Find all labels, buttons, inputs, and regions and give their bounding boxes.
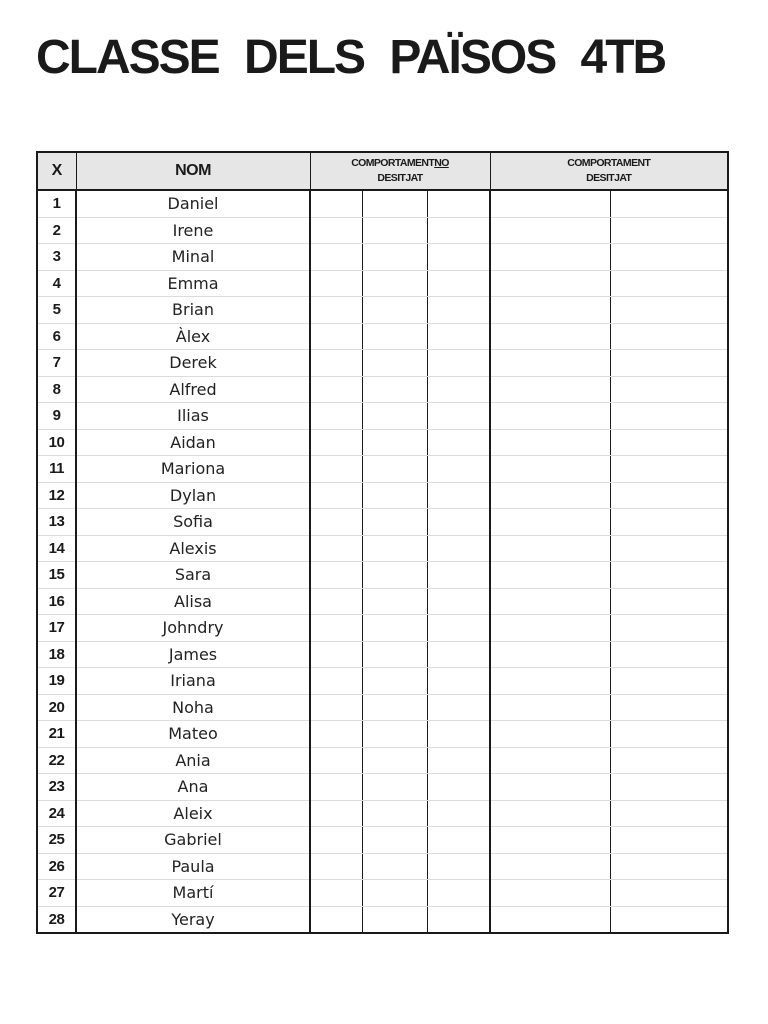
table-row [37, 562, 728, 589]
student-number: 15 [37, 562, 76, 589]
desired-mark-cell-1[interactable] [490, 588, 610, 615]
undesired-mark-cell-1[interactable] [310, 562, 362, 589]
student-number: 11 [37, 456, 76, 483]
behavior-table [36, 151, 729, 934]
desired-mark-cell-2[interactable] [610, 403, 728, 430]
undesired-mark-cell-2[interactable] [362, 694, 427, 721]
student-name: Johndry [76, 615, 310, 642]
undesired-mark-cell-2[interactable] [362, 827, 427, 854]
student-number: 4 [37, 270, 76, 297]
desired-mark-cell-1[interactable] [490, 350, 610, 377]
student-name: Aidan [76, 429, 310, 456]
desired-mark-cell-1[interactable] [490, 190, 610, 217]
desired-mark-cell-1[interactable] [490, 800, 610, 827]
table-row [37, 323, 728, 350]
student-number: 10 [37, 429, 76, 456]
student-number: 9 [37, 403, 76, 430]
undesired-mark-cell-1[interactable] [310, 800, 362, 827]
undesired-mark-cell-3[interactable] [427, 297, 490, 324]
undesired-mark-cell-1[interactable] [310, 906, 362, 933]
undesired-mark-cell-2[interactable] [362, 668, 427, 695]
undesired-mark-cell-1[interactable] [310, 827, 362, 854]
undesired-mark-cell-3[interactable] [427, 588, 490, 615]
desired-mark-cell-1[interactable] [490, 668, 610, 695]
page-title: CLASSE DELS PAÏSOS 4TB [36, 31, 666, 84]
student-number: 21 [37, 721, 76, 748]
student-name: Mateo [76, 721, 310, 748]
undesired-mark-cell-2[interactable] [362, 853, 427, 880]
undesired-mark-cell-2[interactable] [362, 906, 427, 933]
header-name: NOM [76, 152, 310, 190]
desired-mark-cell-1[interactable] [490, 747, 610, 774]
undesired-mark-cell-2[interactable] [362, 190, 427, 217]
student-number: 8 [37, 376, 76, 403]
desired-mark-cell-2[interactable] [610, 323, 728, 350]
undesired-mark-cell-2[interactable] [362, 588, 427, 615]
desired-mark-cell-2[interactable] [610, 482, 728, 509]
desired-mark-cell-2[interactable] [610, 270, 728, 297]
student-name: Alexis [76, 535, 310, 562]
undesired-mark-cell-3[interactable] [427, 853, 490, 880]
undesired-mark-cell-1[interactable] [310, 668, 362, 695]
student-name: Dylan [76, 482, 310, 509]
desired-mark-cell-2[interactable] [610, 456, 728, 483]
undesired-mark-cell-1[interactable] [310, 482, 362, 509]
undesired-mark-cell-1[interactable] [310, 323, 362, 350]
undesired-mark-cell-2[interactable] [362, 615, 427, 642]
undesired-mark-cell-1[interactable] [310, 403, 362, 430]
header-undesired-no: NO [434, 157, 449, 169]
desired-mark-cell-2[interactable] [610, 800, 728, 827]
table-row [37, 350, 728, 377]
table-row [37, 482, 728, 509]
student-number: 16 [37, 588, 76, 615]
undesired-mark-cell-3[interactable] [427, 694, 490, 721]
desired-mark-cell-2[interactable] [610, 721, 728, 748]
table-row [37, 535, 728, 562]
header-row [37, 152, 728, 190]
desired-mark-cell-2[interactable] [610, 774, 728, 801]
undesired-mark-cell-1[interactable] [310, 376, 362, 403]
undesired-mark-cell-1[interactable] [310, 456, 362, 483]
student-name: Minal [76, 244, 310, 271]
undesired-mark-cell-1[interactable] [310, 270, 362, 297]
table-row [37, 853, 728, 880]
desired-mark-cell-2[interactable] [610, 906, 728, 933]
undesired-mark-cell-2[interactable] [362, 721, 427, 748]
undesired-mark-cell-2[interactable] [362, 323, 427, 350]
undesired-mark-cell-3[interactable] [427, 668, 490, 695]
student-number: 26 [37, 853, 76, 880]
undesired-mark-cell-2[interactable] [362, 244, 427, 271]
undesired-mark-cell-2[interactable] [362, 641, 427, 668]
table-row [37, 880, 728, 907]
student-number: 27 [37, 880, 76, 907]
undesired-mark-cell-3[interactable] [427, 244, 490, 271]
desired-mark-cell-2[interactable] [610, 376, 728, 403]
undesired-mark-cell-1[interactable] [310, 615, 362, 642]
student-name: Martí [76, 880, 310, 907]
undesired-mark-cell-3[interactable] [427, 509, 490, 536]
desired-mark-cell-2[interactable] [610, 190, 728, 217]
undesired-mark-cell-1[interactable] [310, 509, 362, 536]
desired-mark-cell-1[interactable] [490, 456, 610, 483]
undesired-mark-cell-3[interactable] [427, 456, 490, 483]
undesired-mark-cell-1[interactable] [310, 429, 362, 456]
student-name: Ania [76, 747, 310, 774]
undesired-mark-cell-1[interactable] [310, 641, 362, 668]
desired-mark-cell-2[interactable] [610, 350, 728, 377]
desired-mark-cell-1[interactable] [490, 827, 610, 854]
undesired-mark-cell-3[interactable] [427, 906, 490, 933]
student-name: Iriana [76, 668, 310, 695]
desired-mark-cell-1[interactable] [490, 906, 610, 933]
student-number: 1 [37, 190, 76, 217]
desired-mark-cell-1[interactable] [490, 482, 610, 509]
desired-mark-cell-1[interactable] [490, 429, 610, 456]
desired-mark-cell-2[interactable] [610, 615, 728, 642]
undesired-mark-cell-3[interactable] [427, 535, 490, 562]
undesired-mark-cell-2[interactable] [362, 403, 427, 430]
student-name: Paula [76, 853, 310, 880]
undesired-mark-cell-2[interactable] [362, 456, 427, 483]
desired-mark-cell-1[interactable] [490, 270, 610, 297]
desired-mark-cell-1[interactable] [490, 323, 610, 350]
student-name: Emma [76, 270, 310, 297]
table-row [37, 376, 728, 403]
table-row [37, 588, 728, 615]
student-name: Mariona [76, 456, 310, 483]
table-row [37, 800, 728, 827]
undesired-mark-cell-2[interactable] [362, 562, 427, 589]
student-name: Irene [76, 217, 310, 244]
desired-mark-cell-2[interactable] [610, 747, 728, 774]
undesired-mark-cell-1[interactable] [310, 588, 362, 615]
desired-mark-cell-1[interactable] [490, 853, 610, 880]
student-name: Ana [76, 774, 310, 801]
undesired-mark-cell-2[interactable] [362, 535, 427, 562]
undesired-mark-cell-1[interactable] [310, 880, 362, 907]
table-row [37, 668, 728, 695]
table-row [37, 827, 728, 854]
undesired-mark-cell-3[interactable] [427, 800, 490, 827]
undesired-mark-cell-2[interactable] [362, 350, 427, 377]
student-name: Sara [76, 562, 310, 589]
desired-mark-cell-2[interactable] [610, 641, 728, 668]
student-number: 25 [37, 827, 76, 854]
undesired-mark-cell-3[interactable] [427, 721, 490, 748]
student-number: 28 [37, 906, 76, 933]
table-row [37, 456, 728, 483]
undesired-mark-cell-3[interactable] [427, 270, 490, 297]
header-undesired-behavior [310, 152, 490, 190]
student-number: 22 [37, 747, 76, 774]
undesired-mark-cell-1[interactable] [310, 694, 362, 721]
desired-mark-cell-2[interactable] [610, 880, 728, 907]
table-row [37, 641, 728, 668]
undesired-mark-cell-3[interactable] [427, 217, 490, 244]
undesired-mark-cell-1[interactable] [310, 774, 362, 801]
table-row [37, 774, 728, 801]
desired-mark-cell-1[interactable] [490, 376, 610, 403]
desired-mark-cell-1[interactable] [490, 615, 610, 642]
header-undesired-suffix: DESITJAT [377, 172, 423, 184]
roster-body [37, 190, 728, 933]
desired-mark-cell-2[interactable] [610, 694, 728, 721]
student-number: 7 [37, 350, 76, 377]
header-undesired-prefix: COMPORTAMENT [351, 157, 435, 169]
desired-mark-cell-2[interactable] [610, 535, 728, 562]
student-number: 12 [37, 482, 76, 509]
desired-mark-cell-2[interactable] [610, 827, 728, 854]
undesired-mark-cell-3[interactable] [427, 323, 490, 350]
table-row [37, 270, 728, 297]
desired-mark-cell-1[interactable] [490, 880, 610, 907]
student-name: Àlex [76, 323, 310, 350]
undesired-mark-cell-2[interactable] [362, 270, 427, 297]
undesired-mark-cell-3[interactable] [427, 429, 490, 456]
student-name: Gabriel [76, 827, 310, 854]
desired-mark-cell-2[interactable] [610, 562, 728, 589]
undesired-mark-cell-3[interactable] [427, 350, 490, 377]
student-name: Daniel [76, 190, 310, 217]
table-row [37, 403, 728, 430]
student-number: 20 [37, 694, 76, 721]
desired-mark-cell-2[interactable] [610, 853, 728, 880]
table-row [37, 694, 728, 721]
undesired-mark-cell-3[interactable] [427, 615, 490, 642]
table-row [37, 244, 728, 271]
undesired-mark-cell-2[interactable] [362, 774, 427, 801]
student-number: 23 [37, 774, 76, 801]
undesired-mark-cell-3[interactable] [427, 774, 490, 801]
student-number: 17 [37, 615, 76, 642]
undesired-mark-cell-2[interactable] [362, 482, 427, 509]
table-row [37, 509, 728, 536]
undesired-mark-cell-2[interactable] [362, 376, 427, 403]
student-name: Alfred [76, 376, 310, 403]
student-name: Derek [76, 350, 310, 377]
student-number: 19 [37, 668, 76, 695]
undesired-mark-cell-1[interactable] [310, 853, 362, 880]
desired-mark-cell-2[interactable] [610, 668, 728, 695]
undesired-mark-cell-2[interactable] [362, 429, 427, 456]
table-row [37, 429, 728, 456]
undesired-mark-cell-3[interactable] [427, 190, 490, 217]
student-number: 18 [37, 641, 76, 668]
undesired-mark-cell-1[interactable] [310, 721, 362, 748]
desired-mark-cell-2[interactable] [610, 509, 728, 536]
desired-mark-cell-1[interactable] [490, 562, 610, 589]
undesired-mark-cell-2[interactable] [362, 509, 427, 536]
table-row [37, 297, 728, 324]
table-row [37, 615, 728, 642]
desired-mark-cell-1[interactable] [490, 535, 610, 562]
undesired-mark-cell-1[interactable] [310, 535, 362, 562]
desired-mark-cell-1[interactable] [490, 297, 610, 324]
undesired-mark-cell-1[interactable] [310, 244, 362, 271]
undesired-mark-cell-3[interactable] [427, 747, 490, 774]
desired-mark-cell-1[interactable] [490, 641, 610, 668]
table-row [37, 721, 728, 748]
student-name: Alisa [76, 588, 310, 615]
undesired-mark-cell-3[interactable] [427, 376, 490, 403]
header-desired-line1: COMPORTAMENT [567, 157, 651, 169]
desired-mark-cell-2[interactable] [610, 588, 728, 615]
student-name: Noha [76, 694, 310, 721]
student-name: Ilias [76, 403, 310, 430]
undesired-mark-cell-3[interactable] [427, 880, 490, 907]
student-number: 13 [37, 509, 76, 536]
desired-mark-cell-2[interactable] [610, 244, 728, 271]
desired-mark-cell-1[interactable] [490, 403, 610, 430]
undesired-mark-cell-1[interactable] [310, 747, 362, 774]
undesired-mark-cell-2[interactable] [362, 747, 427, 774]
student-number: 2 [37, 217, 76, 244]
desired-mark-cell-1[interactable] [490, 721, 610, 748]
student-number: 14 [37, 535, 76, 562]
undesired-mark-cell-1[interactable] [310, 190, 362, 217]
undesired-mark-cell-3[interactable] [427, 827, 490, 854]
desired-mark-cell-1[interactable] [490, 244, 610, 271]
desired-mark-cell-1[interactable] [490, 694, 610, 721]
undesired-mark-cell-1[interactable] [310, 217, 362, 244]
desired-mark-cell-1[interactable] [490, 509, 610, 536]
undesired-mark-cell-2[interactable] [362, 217, 427, 244]
undesired-mark-cell-3[interactable] [427, 562, 490, 589]
header-desired-behavior [490, 152, 728, 190]
student-name: Brian [76, 297, 310, 324]
student-number: 6 [37, 323, 76, 350]
student-name: Aleix [76, 800, 310, 827]
desired-mark-cell-2[interactable] [610, 217, 728, 244]
undesired-mark-cell-2[interactable] [362, 297, 427, 324]
undesired-mark-cell-3[interactable] [427, 641, 490, 668]
table-row [37, 906, 728, 933]
table-row [37, 217, 728, 244]
header-number: X [37, 152, 76, 190]
desired-mark-cell-2[interactable] [610, 297, 728, 324]
undesired-mark-cell-2[interactable] [362, 800, 427, 827]
undesired-mark-cell-2[interactable] [362, 880, 427, 907]
student-name: Sofia [76, 509, 310, 536]
desired-mark-cell-1[interactable] [490, 217, 610, 244]
undesired-mark-cell-3[interactable] [427, 403, 490, 430]
table-row [37, 190, 728, 217]
student-name: Yeray [76, 906, 310, 933]
undesired-mark-cell-1[interactable] [310, 297, 362, 324]
desired-mark-cell-2[interactable] [610, 429, 728, 456]
undesired-mark-cell-1[interactable] [310, 350, 362, 377]
student-number: 24 [37, 800, 76, 827]
desired-mark-cell-1[interactable] [490, 774, 610, 801]
student-number: 3 [37, 244, 76, 271]
table-row [37, 747, 728, 774]
header-desired-line2: DESITJAT [586, 172, 632, 184]
student-number: 5 [37, 297, 76, 324]
student-name: James [76, 641, 310, 668]
undesired-mark-cell-3[interactable] [427, 482, 490, 509]
